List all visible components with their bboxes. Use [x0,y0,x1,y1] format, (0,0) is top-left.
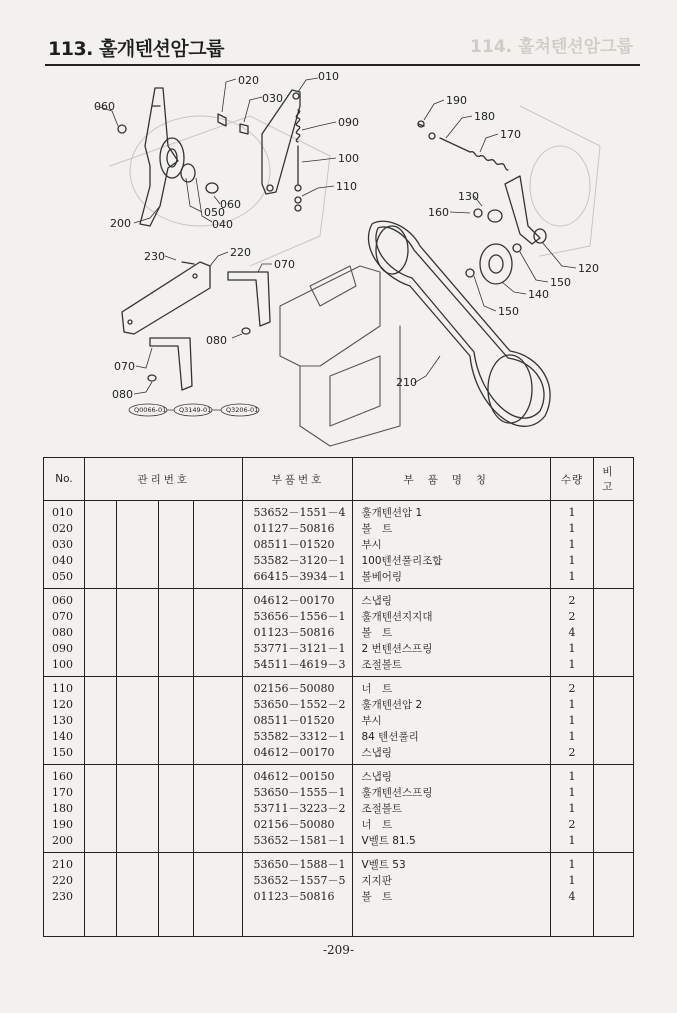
cell-name: 훌개텐션암 1 [361,507,423,519]
cell-part: 02156－50080 [253,818,335,831]
cell-no: 190 [52,818,73,831]
cell-qty: 1 [568,522,576,535]
cell-part: 01123－50816 [253,626,335,639]
cell-qty: 1 [568,570,576,583]
cell-name: 볼 트 [361,523,393,535]
cell-empty [84,677,116,765]
cell-empty [593,589,633,677]
cell-name: 훌개텐션암 2 [361,699,423,711]
cell-empty [84,853,116,937]
cell-part: 08511－01520 [253,714,335,727]
cell-no: 080 [52,626,73,639]
callout-220: 220 [230,246,251,259]
col-header-qty: 수량 [551,458,594,501]
cell-empty [193,853,243,937]
cell-name: 볼베어링 [361,571,403,583]
cell-no: 050 [52,570,73,583]
cell-name: 부시 [361,715,382,727]
cell-name: 100텐션풀리조합 [361,555,443,567]
cell-qty: 1 [568,834,576,847]
cell-empty [193,501,243,589]
cell-part: 53650－1552－2 [253,698,346,711]
tension-pulley [118,125,218,193]
callout-210: 210 [396,376,417,389]
callout-130: 130 [458,190,479,203]
v-belt [368,221,550,426]
cell-name: 볼 트 [361,891,393,903]
table-group-row [44,677,634,765]
cell-empty [84,589,116,677]
table-group-row [44,589,634,677]
cell-name: 너 트 [361,819,393,831]
cell-qty: 1 [568,658,576,671]
cell-no: 120 [52,698,73,711]
parts-table [43,457,634,937]
bracket-070-upper [228,272,270,326]
cell-part: 53771－3121－1 [253,642,346,655]
cell-no: 180 [52,802,73,815]
cell-qty: 1 [568,554,576,567]
cell-no: 200 [52,834,73,847]
callout-040: 040 [212,218,233,231]
cell-empty [84,765,116,853]
cell-qty: 1 [568,642,576,655]
cell-name: 부시 [361,539,382,551]
callout-110: 110 [336,180,357,193]
callout-060: 060 [94,100,115,113]
cell-no: 160 [52,770,73,783]
cell-part: 66415－3934－1 [253,570,346,583]
cell-no: 060 [52,594,73,607]
cell-empty [158,853,193,937]
page-number: -209- [322,943,354,957]
callout-120: 120 [578,262,599,275]
catalog-ref-1: Q0066-01 [134,406,167,414]
cell-name: V벨트 81.5 [361,835,416,847]
callout-150-b: 150 [498,305,519,318]
table-group-row [44,765,634,853]
cell-empty [593,677,633,765]
cell-empty [193,589,243,677]
cell-no: 140 [52,730,73,743]
cell-name: 스냅링 [361,595,392,607]
cell-part: 53711－3223－2 [253,802,346,815]
callout-050: 050 [204,206,225,219]
cell-part: 53652－1581－1 [253,834,346,847]
cell-qty: 2 [568,818,576,831]
col-header-mgmt-no: 관리번호 [84,458,243,501]
cell-qty: 1 [568,874,576,887]
cell-name: 훌개텐션스프링 [361,787,433,799]
cell-empty [158,677,193,765]
cell-qty: 1 [568,858,576,871]
callout-090: 090 [338,116,359,129]
callout-080: 080 [206,334,227,347]
cell-name: 조절볼트 [361,659,403,671]
cell-qty: 1 [568,506,576,519]
exploded-parts-diagram [0,66,677,456]
cell-part: 01123－50816 [253,890,335,903]
callout-140: 140 [528,288,549,301]
cell-part: 53650－1555－1 [253,786,346,799]
callout-200: 200 [110,217,131,230]
callout-060-b: 060 [220,198,241,211]
col-header-part-name: 부품명칭 [353,458,551,501]
callout-070-b: 070 [114,360,135,373]
cell-no: 020 [52,522,73,535]
cell-no: 230 [52,890,73,903]
cell-part: 54511－4619－3 [253,658,346,671]
callout-020: 020 [238,74,259,87]
cell-part: 02156－50080 [253,682,335,695]
cell-part: 53650－1588－1 [253,858,346,871]
cell-no: 010 [52,506,73,519]
col-header-no: No. [44,458,85,501]
cell-no: 030 [52,538,73,551]
frame [280,266,400,446]
cell-qty: 1 [568,730,576,743]
84-tension-pulley [480,244,512,284]
cell-empty [158,501,193,589]
cell-part: 08511－01520 [253,538,335,551]
cell-qty: 4 [568,626,576,639]
spring-170 [470,152,508,170]
cell-name: 볼 트 [361,627,393,639]
cell-empty [193,677,243,765]
callout-190: 190 [446,94,467,107]
cell-empty [593,765,633,853]
catalog-ref-3: Q3206-01 [226,406,259,414]
callout-160: 160 [428,206,449,219]
cell-part: 53582－3120－1 [253,554,346,567]
callout-100: 100 [338,152,359,165]
cell-part: 53652－1551－4 [253,506,346,519]
callout-010: 010 [318,70,339,83]
cell-qty: 4 [568,890,576,903]
callout-180: 180 [474,110,495,123]
col-header-remarks: 비고 [593,458,633,501]
cell-empty [116,589,158,677]
cell-part: 53582－3312－1 [253,730,346,743]
cell-qty: 1 [568,714,576,727]
cell-part: 53656－1556－1 [253,610,346,623]
cell-qty: 2 [568,594,576,607]
table-group-row [44,501,634,589]
cell-qty: 1 [568,802,576,815]
col-header-part-no: 부품번호 [243,458,353,501]
cell-empty [116,677,158,765]
callout-030: 030 [262,92,283,105]
cell-empty [158,589,193,677]
cell-empty [158,765,193,853]
cell-empty [84,501,116,589]
cell-no: 130 [52,714,73,727]
cell-no: 110 [52,682,73,695]
cell-qty: 2 [568,682,576,695]
cell-part: 04612－00170 [253,594,335,607]
cell-part: 01127－50816 [253,522,335,535]
cell-name: 조절볼트 [361,803,403,815]
cell-empty [116,765,158,853]
cell-empty [116,501,158,589]
cell-name: 스냅링 [361,747,392,759]
cell-part: 04612－00170 [253,746,335,759]
cell-no: 070 [52,610,73,623]
callout-150: 150 [550,276,571,289]
cell-empty [593,853,633,937]
cell-name: 너 트 [361,683,393,695]
cell-no: 150 [52,746,73,759]
cell-name: 2 번텐션스프링 [361,643,433,655]
cell-part: 04612－00150 [253,770,335,783]
cell-qty: 1 [568,770,576,783]
cell-no: 210 [52,858,73,871]
bleed-through-title: 114. 훌쳐텐션암그룹 [470,37,633,57]
cell-empty [593,501,633,589]
cell-qty: 2 [568,610,576,623]
cell-qty: 1 [568,698,576,711]
spring-090 [296,110,299,142]
cell-no: 040 [52,554,73,567]
cell-name: 84 텐션풀리 [361,731,419,743]
link-plate [262,90,300,194]
callout-230: 230 [144,250,165,263]
callout-080-b: 080 [112,388,133,401]
catalog-ref-2: Q3149-01 [179,406,212,414]
cell-name: V벨트 53 [361,859,406,871]
callout-070: 070 [274,258,295,271]
cell-qty: 1 [568,786,576,799]
page-title: 113. 훌개텐션암그룹 [48,38,224,60]
table-group-row [44,853,634,937]
callout-170: 170 [500,128,521,141]
cell-empty [116,853,158,937]
cell-name: 스냅링 [361,771,392,783]
cell-empty [193,765,243,853]
cell-qty: 2 [568,746,576,759]
cell-part: 53652－1557－5 [253,874,346,887]
cell-name: 지지판 [361,875,392,887]
cell-no: 220 [52,874,73,887]
bracket-070-lower [150,338,192,390]
cell-qty: 1 [568,538,576,551]
support-plate [122,262,210,334]
cell-name: 훌개텐션지지대 [361,611,433,623]
cell-no: 170 [52,786,73,799]
cell-no: 090 [52,642,73,655]
cell-no: 100 [52,658,73,671]
